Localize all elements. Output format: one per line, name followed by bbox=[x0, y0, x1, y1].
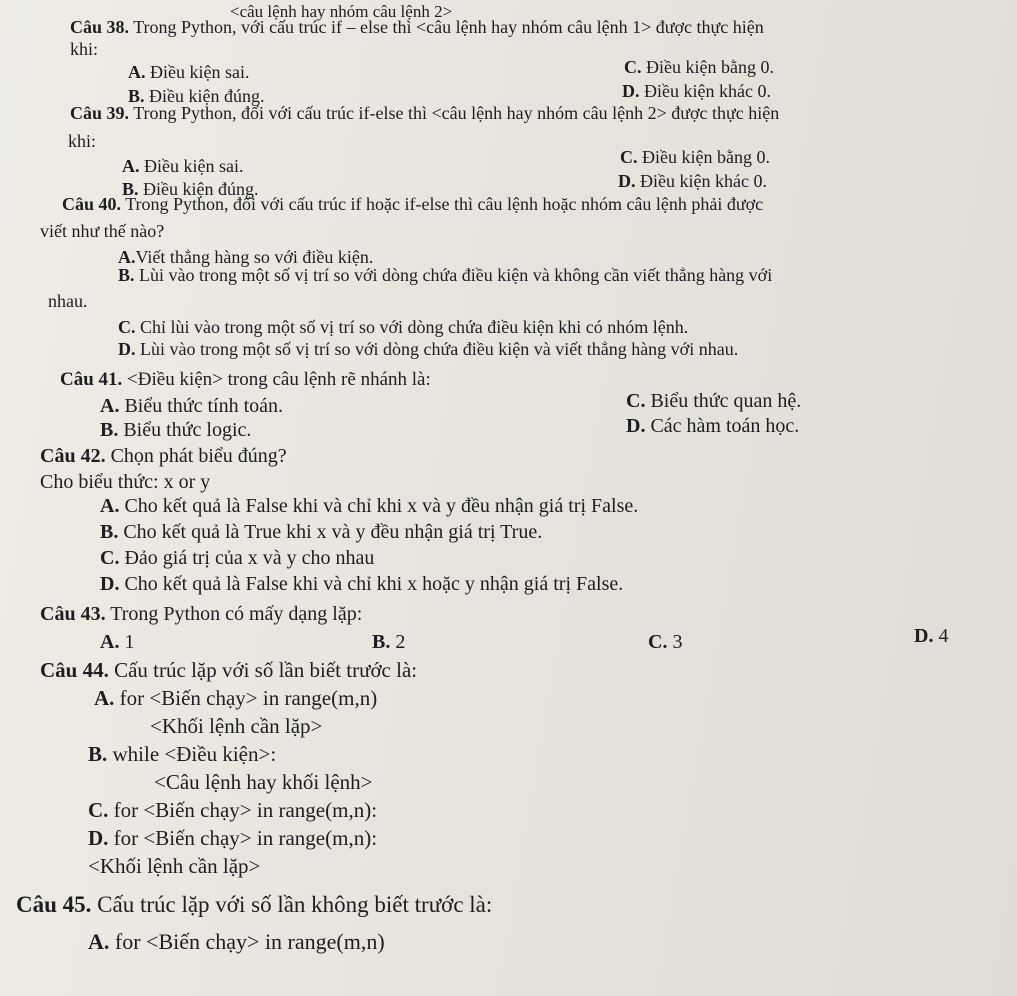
question-38-option-c: C. Điều kiện bằng 0. bbox=[624, 57, 774, 77]
question-42-expression: Cho biểu thức: x or y bbox=[40, 471, 211, 493]
question-42-text: Chọn phát biểu đúng? bbox=[105, 445, 287, 467]
question-39-option-d: D. Điều kiện khác 0. bbox=[618, 171, 767, 191]
question-39-text-cont: khi: bbox=[68, 131, 97, 151]
question-44-number: Câu 44. bbox=[40, 658, 109, 682]
question-43-option-c: C. 3 bbox=[648, 631, 683, 653]
question-40-option-b-cont: nhau. bbox=[48, 291, 88, 311]
question-38-text-cont: khi: bbox=[70, 39, 99, 59]
question-42-number: Câu 42. bbox=[40, 445, 106, 467]
question-39-number: Câu 39. bbox=[70, 103, 130, 123]
question-38-text: Trong Python, với cấu trúc if – else thì <câu lệnh hay nhóm câu lệnh 1> được thực hiện bbox=[129, 17, 764, 37]
question-38 bbox=[70, 18, 764, 36]
question-40 bbox=[62, 195, 763, 213]
question-43 bbox=[40, 604, 362, 624]
question-38-option-d: D. Điều kiện khác 0. bbox=[622, 81, 771, 101]
question-43-number: Câu 43. bbox=[40, 603, 106, 625]
question-43-option-a: A. 1 bbox=[100, 631, 135, 653]
question-41-number: Câu 41. bbox=[60, 369, 123, 390]
question-42-option-c: C. Đảo giá trị của x và y cho nhau bbox=[100, 547, 375, 569]
question-44-option-d-body: <Khối lệnh cần lặp> bbox=[88, 854, 261, 878]
question-45-number: Câu 45. bbox=[16, 892, 92, 917]
question-39-option-b: B. Điều kiện đúng. bbox=[122, 179, 259, 199]
question-44-option-c: C. for <Biến chạy> in range(m,n): bbox=[88, 798, 378, 822]
question-38-option-b: B. Điều kiện đúng. bbox=[128, 86, 265, 106]
question-38-number: Câu 38. bbox=[70, 17, 130, 37]
top-partial-line: <câu lệnh hay nhóm câu lệnh 2> bbox=[230, 2, 453, 21]
question-40-option-c: C. Chỉ lùi vào trong một số vị trí so với dòng chứa điều kiện khi có nhóm lệnh. bbox=[118, 317, 689, 337]
question-42 bbox=[40, 446, 287, 466]
question-41-option-b: B. Biểu thức logic. bbox=[100, 419, 252, 441]
question-40-option-a: A.Viết thẳng hàng so với điều kiện. bbox=[118, 247, 374, 267]
question-40-text: Trong Python, đối với cấu trúc if hoặc if-else thì câu lệnh hoặc nhóm câu lệnh phải được bbox=[121, 194, 764, 214]
question-42-option-b: B. Cho kết quả là True khi x và y đều nhận giá trị True. bbox=[100, 521, 543, 543]
question-44-option-a: A. for <Biến chạy> in range(m,n) bbox=[94, 686, 378, 710]
question-39-option-c: C. Điều kiện bằng 0. bbox=[620, 147, 770, 167]
question-44-option-a-body: <Khối lệnh cần lặp> bbox=[150, 714, 323, 738]
question-44 bbox=[40, 660, 417, 681]
question-45-option-a: A. for <Biến chạy> in range(m,n) bbox=[88, 929, 385, 954]
question-40-text-cont: viết như thế nào? bbox=[40, 221, 165, 241]
question-41 bbox=[60, 370, 431, 389]
question-39 bbox=[70, 104, 779, 122]
question-43-text: Trong Python có mấy dạng lặp: bbox=[105, 603, 363, 625]
question-41-option-c: C. Biểu thức quan hệ. bbox=[626, 390, 802, 412]
question-38-option-a: A. Điều kiện sai. bbox=[128, 62, 250, 82]
question-40-option-d: D. Lùi vào trong một số vị trí so với dòng chứa điều kiện và viết thẳng hàng với nhau. bbox=[118, 339, 739, 359]
question-44-option-b-body: <Câu lệnh hay khối lệnh> bbox=[154, 770, 373, 794]
question-39-text: Trong Python, đối với cấu trúc if-else thì <câu lệnh hay nhóm câu lệnh 2> được thực hiện bbox=[129, 103, 780, 123]
question-44-text: Cấu trúc lặp với số lần biết trước là: bbox=[108, 658, 418, 682]
question-45-text: Cấu trúc lặp với số lần không biết trước là: bbox=[91, 892, 493, 917]
question-42-option-d: D. Cho kết quả là False khi và chỉ khi x hoặc y nhận giá trị False. bbox=[100, 573, 624, 595]
question-45 bbox=[16, 893, 492, 916]
question-41-text: <Điều kiện> trong câu lệnh rẽ nhánh là: bbox=[122, 369, 431, 390]
question-41-option-a: A. Biểu thức tính toán. bbox=[100, 395, 284, 417]
question-40-number: Câu 40. bbox=[62, 194, 122, 214]
question-43-option-b: B. 2 bbox=[372, 631, 406, 653]
question-44-option-d: D. for <Biến chạy> in range(m,n): bbox=[88, 826, 378, 850]
question-44-option-b: B. while <Điều kiện>: bbox=[88, 742, 277, 766]
question-40-option-b: B. Lùi vào trong một số vị trí so với dòng chứa điều kiện và không cần viết thẳng hàng với bbox=[118, 265, 773, 285]
question-42-option-a: A. Cho kết quả là False khi và chỉ khi x và y đều nhận giá trị False. bbox=[100, 495, 639, 517]
question-39-option-a: A. Điều kiện sai. bbox=[122, 156, 244, 176]
question-41-option-d: D. Các hàm toán học. bbox=[626, 415, 800, 437]
question-43-option-d: D. 4 bbox=[914, 625, 949, 647]
